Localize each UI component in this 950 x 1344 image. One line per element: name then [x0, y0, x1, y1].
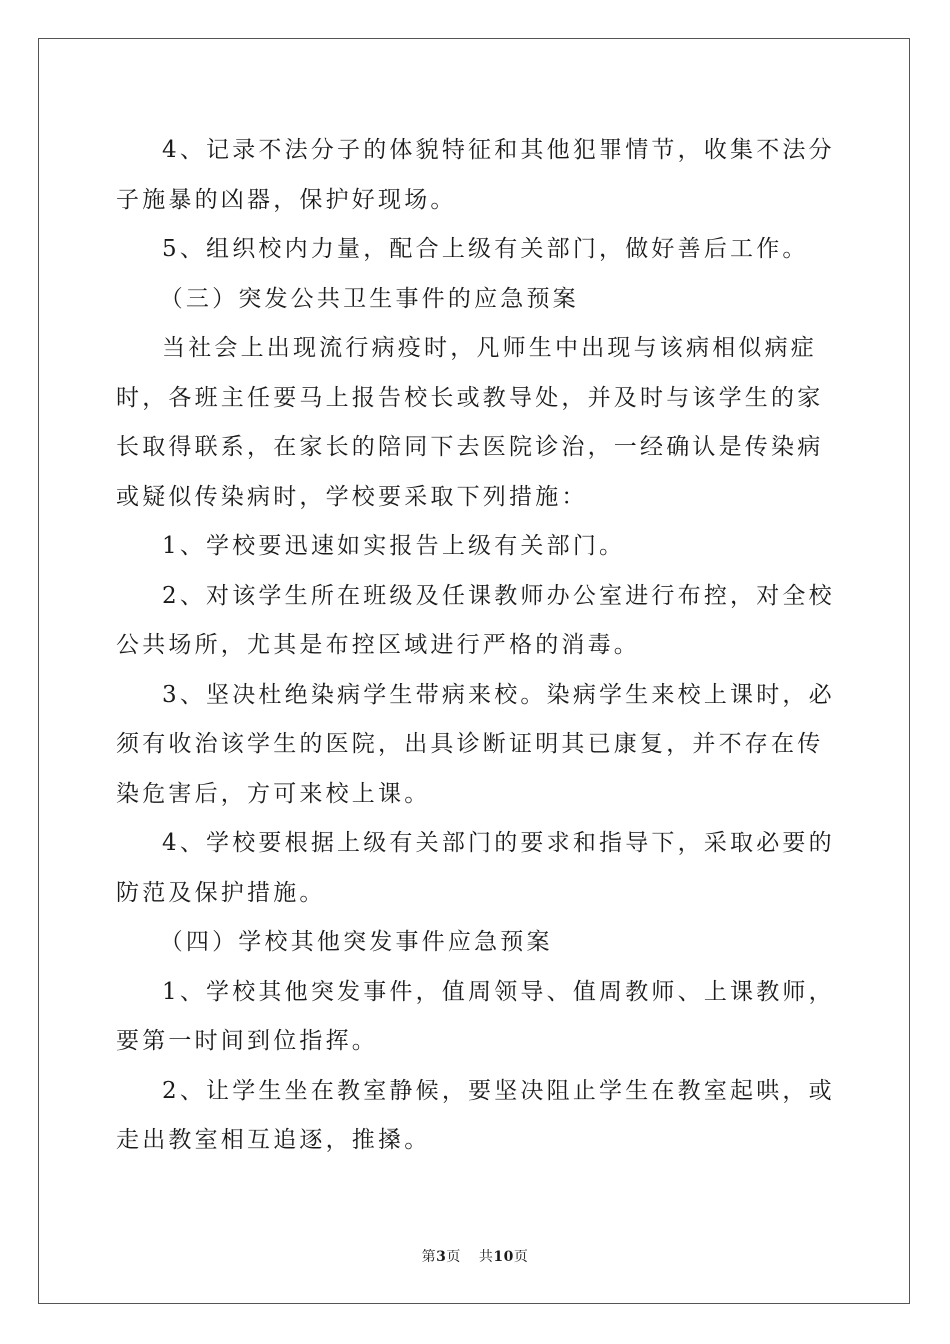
paragraph-measure-2: 2、对该学生所在班级及任课教师办公室进行布控，对全校公共场所，尤其是布控区域进行严格的消毒。 [116, 582, 835, 658]
paragraph-measure-4: 4、学校要根据上级有关部门的要求和指导下，采取必要的防范及保护措施。 [116, 830, 835, 906]
total-prefix: 共 [478, 1249, 494, 1265]
paragraph-item-5-aftermath: 5、组织校内力量，配合上级有关部门，做好善后工作。 [162, 236, 809, 262]
paragraph-other-1: 1、学校其他突发事件，值周领导、值周教师、上课教师，要第一时间到位指挥。 [116, 978, 835, 1054]
page-prefix: 第 [421, 1249, 437, 1265]
section-heading-4: （四）学校其他突发事件应急预案 [159, 929, 553, 955]
page-footer [0, 1246, 950, 1266]
document-body [116, 126, 836, 1166]
paragraph-epidemic-intro: 当社会上出现流行病疫时，凡师生中出现与该病相似病症时，各班主任要马上报告校长或教导处，并及时与该学生的家长取得联系，在家长的陪同下去医院诊治，一经确认是传染病或疑似传染病时，学校要采取下列措施： [116, 335, 824, 510]
section-heading-3: （三）突发公共卫生事件的应急预案 [159, 285, 579, 312]
total-suffix: 页 [513, 1249, 529, 1265]
page-suffix: 页 [446, 1249, 461, 1265]
paragraph-item-4-record: 4、记录不法分子的体貌特征和其他犯罪情节，收集不法分子施暴的凶器，保护好现场。 [116, 137, 835, 213]
total-pages: 10 [493, 1249, 514, 1265]
paragraph-other-2: 2、让学生坐在教室静候，要坚决阻止学生在教室起哄，或走出教室相互追逐，推搡。 [116, 1077, 835, 1153]
paragraph-measure-1: 1、学校要迅速如实报告上级有关部门。 [162, 533, 626, 559]
page-number: 3 [436, 1249, 447, 1265]
paragraph-measure-3: 3、坚决杜绝染病学生带病来校。染病学生来校上课时，必须有收治该学生的医院，出具诊断证明其已康复，并不存在传染危害后，方可来校上课。 [116, 681, 835, 807]
